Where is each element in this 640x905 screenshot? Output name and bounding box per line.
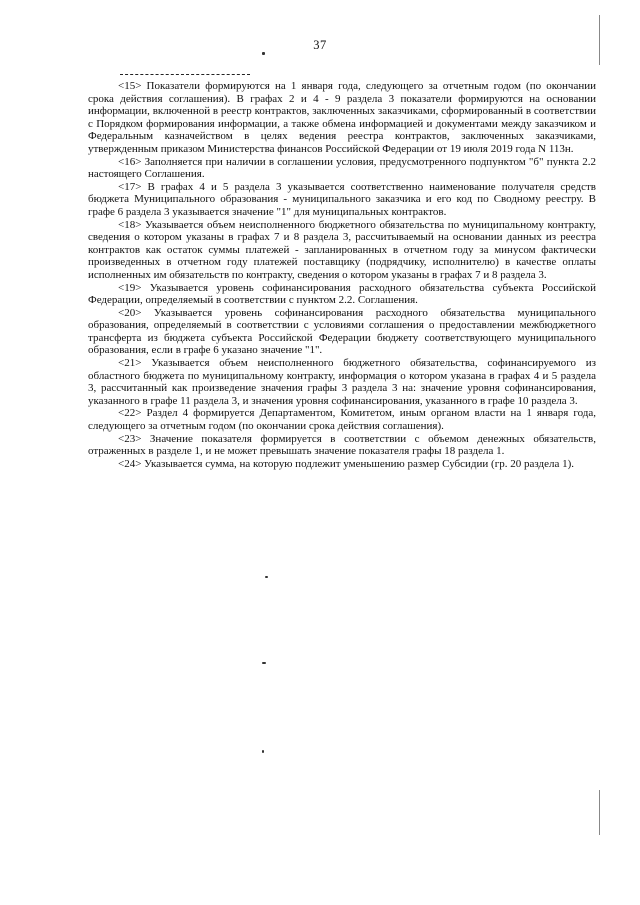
footnote-19: <19> Указывается уровень софинансирования расходного обязательства субъекта Российской Федерации, определяемый в соответствии с пунктом 2.2. Соглашения.: [88, 281, 596, 307]
scan-speck: [262, 750, 264, 753]
scan-edge-line-bottom: [599, 790, 600, 835]
footnote-23: <23> Значение показателя формируется в соответствии с объемом денежных обязательств, отраженных в разделе 1, и не может превышать значение показателя графы 18 раздела 1.: [88, 432, 596, 458]
footnote-24: <24> Указывается сумма, на которую подлежит уменьшению размер Субсидии (гр. 20 раздела 1).: [118, 457, 575, 470]
footnote-22: <22> Раздел 4 формируется Департаментом, Комитетом, иным органом власти на 1 января года, следующего за отчетным годом (по окончании срока действия соглашения).: [88, 407, 596, 433]
footnotes-block: [88, 80, 596, 470]
page-number: 37: [313, 38, 327, 52]
footnote-21: <21> Указывается объем неисполненного бюджетного обязательства, софинансируемого из областного бюджета по муниципальному контракту, информация о котором указана в графах 4 и 5 раздела 3, рассчитанный как произведение значения графы 3 раздела 3 на: значение уровня софинансирования, указанного в графе 11 раздела 3, и значения уровня софинансирования, указанного в графе 10 раздела 3.: [88, 357, 596, 407]
scan-speck: [262, 662, 266, 664]
footnote-16: <16> Заполняется при наличии в соглашении условия, предусмотренного подпунктом "б" пункта 2.2 настоящего Соглашения.: [88, 155, 596, 181]
footnote-15: <15> Показатели формируются на 1 января года, следующего за отчетным годом (по окончании срока действия соглашения). В графах 2 и 4 - 9 раздела 3 показатели формируются на основании информации, включенной в реестр контрактов, заключенных заказчиками, сформированный в соответствии с Порядком формирования информации, а также обмена информацией и документами между заказчиком и Федеральным казначейством в целях ведения реестра контрактов, заключенных заказчиками, утвержденным приказом Министерства финансов Российской Федерации от 19 июля 2019 года N 113н.: [88, 80, 596, 155]
footnote-17: <17> В графах 4 и 5 раздела 3 указывается соответственно наименование получателя средств бюджета Муниципального образования - муниципального заказчика и его код по Сводному реестру. В графе 6 раздела 3 указывается значение "1" для муниципальных контрактов.: [88, 180, 596, 218]
scan-speck: [265, 576, 268, 578]
footnote-20: <20> Указывается уровень софинансирования расходного обязательства муниципального образования, определяемый в соответствии с условиями соглашения о предоставлении межбюджетного трансферта из бюджета субъекта Российской Федерации бюджету соответствующего муниципального образования, если в графе 6 указано значение "1".: [88, 306, 596, 357]
scan-speck: [262, 52, 265, 55]
footnote-separator: [120, 74, 250, 75]
scan-edge-line: [599, 15, 600, 65]
footnote-18: <18> Указывается объем неисполненного бюджетного обязательства по муниципальному контракту, сведения о котором указаны в графах 7 и 8 раздела 3, рассчитываемый на основании данных из реестра контрактов как остаток суммы платежей - запланированных в отчетном году за минусом фактически произведенных в отчетном году платежей поставщику (подрядчику, исполнителю) в качестве оплаты исполненных им обязательств по контракту, сведения о котором указаны в графах 7 и 8 раздела 3.: [88, 218, 596, 281]
